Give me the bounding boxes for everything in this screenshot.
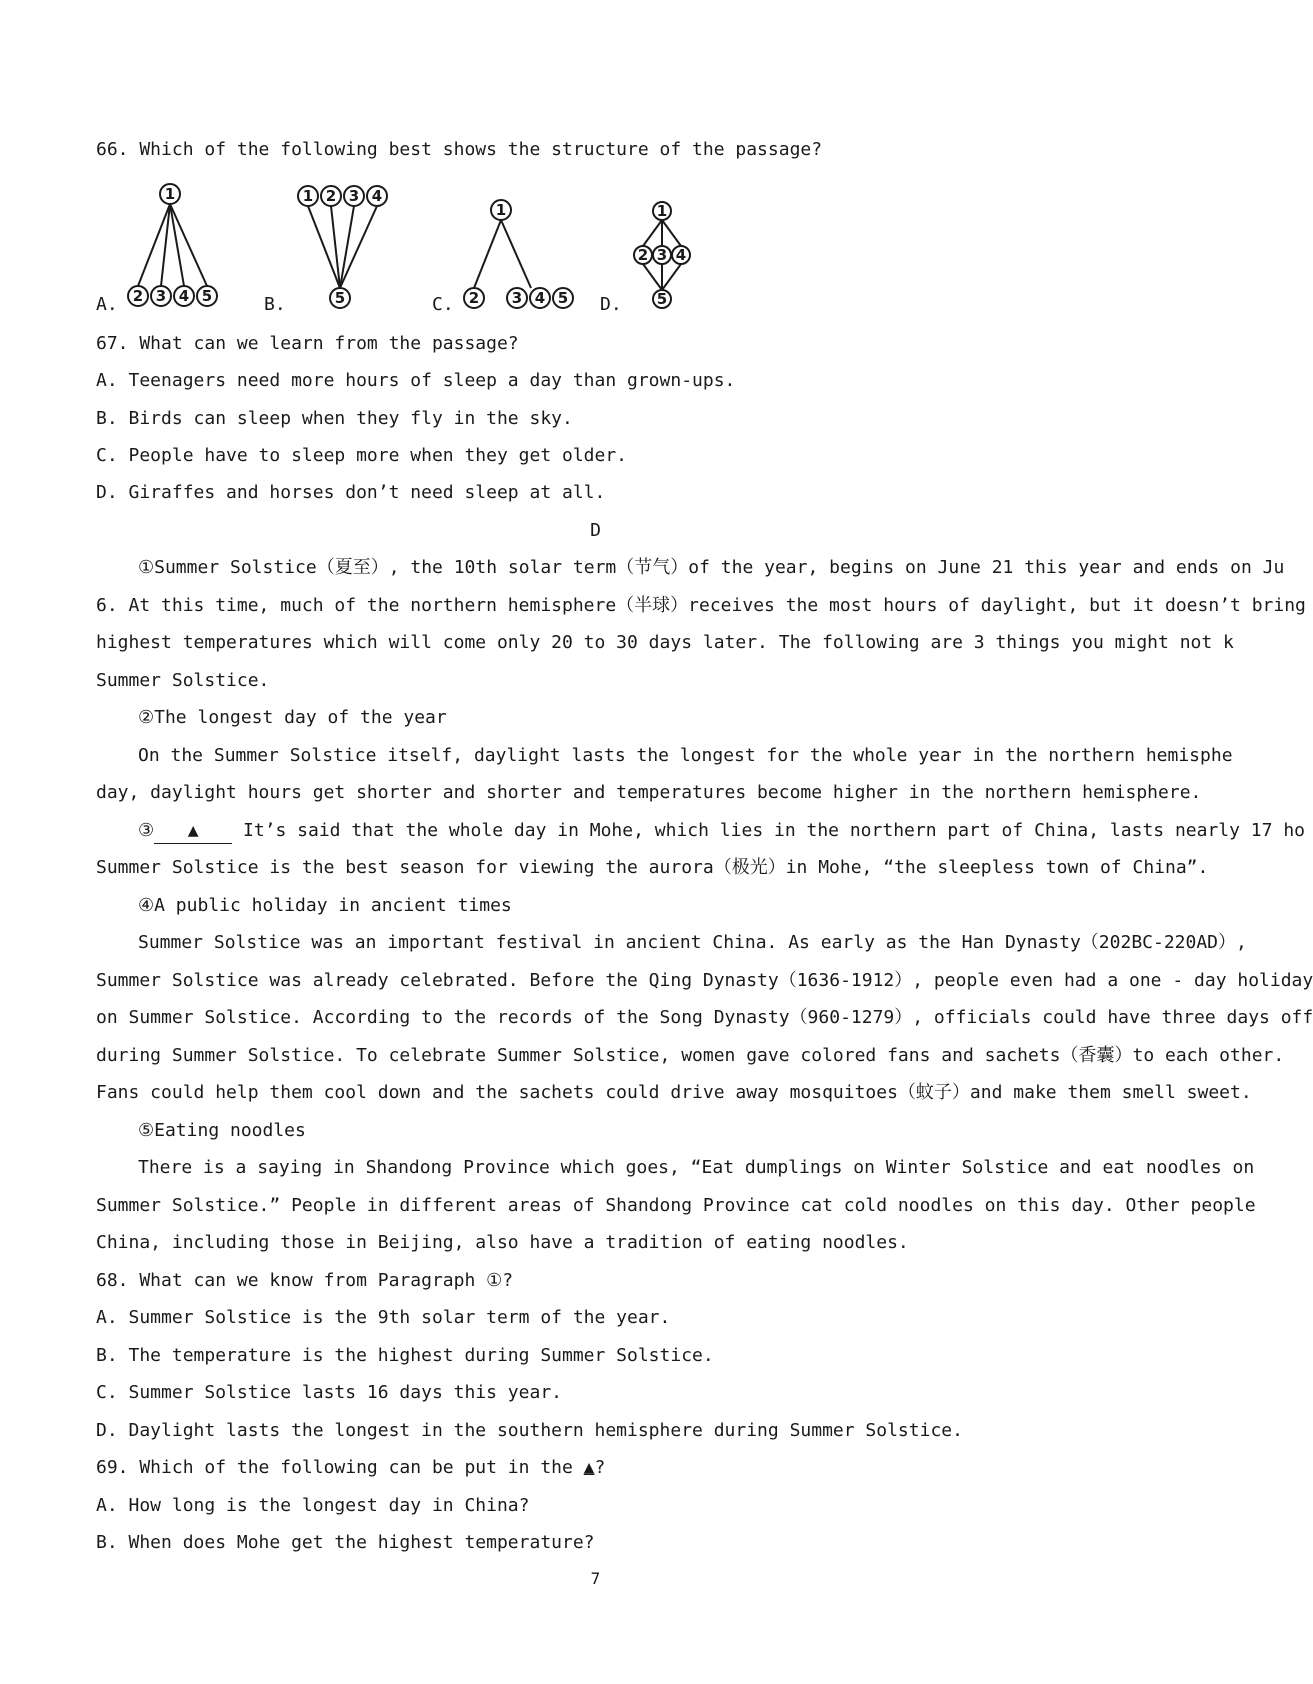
q67-option-c: C. People have to sleep more when they get older.	[96, 445, 628, 466]
paragraph-4-line: Summer Solstice was already celebrated. Before the Qing Dynasty（1636-1912）, people even had a one - day holiday	[96, 970, 1313, 991]
question-69-text: 69. Which of the following can be put in the	[96, 1457, 584, 1478]
q67-option-a: A. Teenagers need more hours of sleep a day than grown-ups.	[96, 370, 736, 391]
question-68: 68. What can we know from Paragraph ①?	[96, 1270, 514, 1291]
node-5: 5	[201, 287, 213, 305]
paragraph-4-heading: ④A public holiday in ancient times	[138, 895, 512, 916]
q69-option-a: A. How long is the longest day in China?	[96, 1495, 530, 1516]
passage-label: D	[590, 520, 601, 541]
paragraph-2-line: day, daylight hours get shorter and shorter and temperatures become higher in the northern hemisphere.	[96, 782, 1202, 803]
paragraph-3-text: It’s said that the whole day in Mohe, which lies in the northern part of China, lasts nearly 17 ho	[232, 820, 1305, 841]
paragraph-4-line: during Summer Solstice. To celebrate Summer Solstice, women gave colored fans and sachets（香囊）to each other.	[96, 1045, 1285, 1066]
node-4: 4	[534, 289, 546, 307]
q69-option-b: B. When does Mohe get the highest temperature?	[96, 1532, 595, 1553]
option-d-letter: D.	[600, 294, 622, 315]
option-c-letter: C.	[432, 294, 454, 315]
node-2: 2	[132, 287, 144, 305]
node-1: 1	[495, 201, 507, 219]
node-2: 2	[468, 289, 480, 307]
node-1: 1	[302, 187, 314, 205]
node-5: 5	[334, 289, 346, 307]
node-2: 2	[325, 187, 337, 205]
node-3: 3	[511, 289, 523, 307]
node-4: 4	[178, 287, 190, 305]
option-a-letter: A.	[96, 294, 118, 315]
structure-diagram-c	[460, 198, 580, 314]
paragraph-5-line: There is a saying in Shandong Province which goes, “Eat dumplings on Winter Solstice and eat noodles on	[138, 1157, 1255, 1178]
question-66: 66. Which of the following best shows the structure of the passage?	[96, 139, 823, 160]
paragraph-4-line: Fans could help them cool down and the sachets could drive away mosquitoes（蚊子）and make them smell sweet.	[96, 1082, 1252, 1103]
q67-option-b: B. Birds can sleep when they fly in the sky.	[96, 408, 573, 429]
node-4: 4	[675, 246, 687, 264]
paragraph-2-heading: ②The longest day of the year	[138, 707, 447, 728]
paragraph-5-line: Summer Solstice.” People in different areas of Shandong Province cat cold noodles on this day. Other people	[96, 1195, 1256, 1216]
paragraph-1-line: ①Summer Solstice（夏至）, the 10th solar term（节气）of the year, begins on June 21 this year and ends on Ju	[138, 557, 1285, 578]
q68-option-a: A. Summer Solstice is the 9th solar term of the year.	[96, 1307, 671, 1328]
paragraph-4-line: on Summer Solstice. According to the records of the Song Dynasty（960-1279）, officials could have three days off	[96, 1007, 1313, 1028]
structure-diagram-d	[632, 200, 712, 316]
node-1: 1	[164, 185, 176, 203]
q68-option-c: C. Summer Solstice lasts 16 days this year.	[96, 1382, 562, 1403]
paragraph-5-heading: ⑤Eating noodles	[138, 1120, 306, 1141]
question-67: 67. What can we learn from the passage?	[96, 333, 519, 354]
structure-diagram-a	[124, 182, 234, 312]
paragraph-2-line: On the Summer Solstice itself, daylight lasts the longest for the whole year in the northern hemisphe	[138, 745, 1233, 766]
node-3: 3	[348, 187, 360, 205]
node-4: 4	[371, 187, 383, 205]
paragraph-1-line: highest temperatures which will come only 20 to 30 days later. The following are 3 things you might not k	[96, 632, 1234, 653]
node-5: 5	[656, 290, 668, 308]
question-69	[96, 1456, 605, 1480]
paragraph-3-number: ③	[138, 820, 155, 841]
answer-blank: ▲	[583, 1457, 595, 1478]
node-2: 2	[637, 246, 649, 264]
option-b-letter: B.	[264, 294, 286, 315]
answer-blank: ▲	[154, 819, 232, 844]
node-1: 1	[656, 202, 668, 220]
paragraph-1-line: Summer Solstice.	[96, 670, 270, 691]
question-69-mark: ?	[594, 1457, 606, 1478]
paragraph-3-line	[138, 819, 1305, 844]
paragraph-1-line: 6. At this time, much of the northern hemisphere（半球）receives the most hours of daylight, but it doesn’t bring	[96, 595, 1306, 616]
q68-option-b: B. The temperature is the highest during Summer Solstice.	[96, 1345, 714, 1366]
node-5: 5	[557, 289, 569, 307]
q67-option-d: D. Giraffes and horses don’t need sleep at all.	[96, 482, 606, 503]
page-number: 7	[590, 1569, 601, 1588]
node-3: 3	[155, 287, 167, 305]
paragraph-3-line: Summer Solstice is the best season for viewing the aurora（极光）in Mohe, “the sleepless town of China”.	[96, 857, 1209, 878]
q68-option-d: D. Daylight lasts the longest in the southern hemisphere during Summer Solstice.	[96, 1420, 963, 1441]
node-3: 3	[656, 246, 668, 264]
paragraph-5-line: China, including those in Beijing, also have a tradition of eating noodles.	[96, 1232, 909, 1253]
structure-diagram-b	[296, 184, 406, 314]
paragraph-4-line: Summer Solstice was an important festival in ancient China. As early as the Han Dynasty（202BC-220AD）,	[138, 932, 1247, 953]
